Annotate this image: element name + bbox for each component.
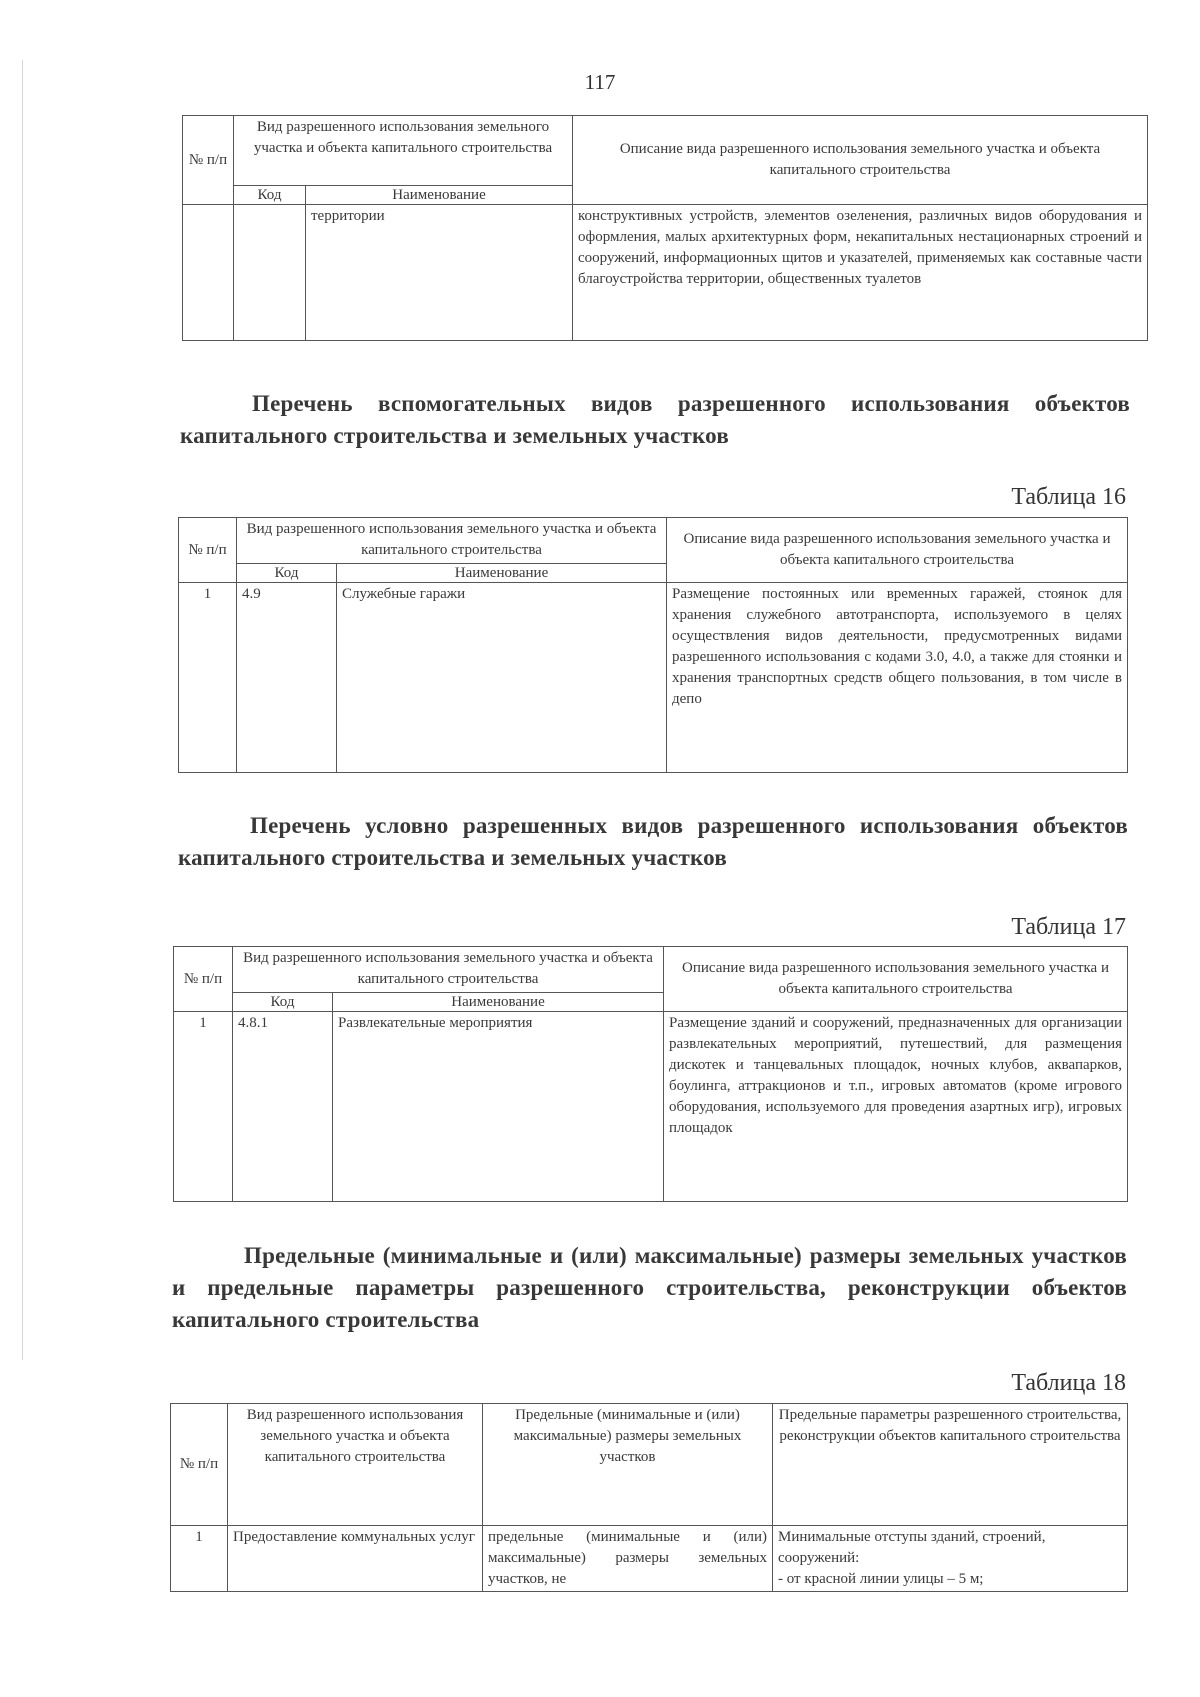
heading-conditional-text: Перечень условно разрешенных видов разрешенного использования объектов капитального строительства и земельных участков	[178, 813, 1128, 870]
header-name: Наименование	[306, 186, 573, 205]
heading-limit-parameters	[172, 1240, 1127, 1336]
header-code: Код	[237, 564, 337, 583]
header-vid: Вид разрешенного использования земельного участка и объекта капитального строительства	[233, 947, 664, 993]
cell-name: Служебные гаражи	[337, 583, 667, 773]
header-sizes: Предельные (минимальные и (или) максимальные) размеры земельных участков	[483, 1404, 773, 1526]
table-16	[178, 517, 1128, 773]
header-desc: Описание вида разрешенного использования земельного участка и объекта капитального строительства	[573, 116, 1148, 205]
table-17	[173, 946, 1128, 1202]
cell-code: 4.8.1	[233, 1012, 333, 1202]
cell-name: территории	[306, 205, 573, 341]
header-num: № п/п	[174, 947, 233, 1012]
header-num: № п/п	[171, 1404, 228, 1526]
cell-sizes: предельные (минимальные и (или) максимальные) размеры земельных участков, не	[483, 1526, 773, 1592]
header-vid: Вид разрешенного использования земельного участка и объекта капитального строительства	[228, 1404, 483, 1526]
cell-desc: Размещение зданий и сооружений, предназначенных для организации развлекательных мероприятий, путешествий, для размещения дискотек и танцевальных площадок, ночных клубов, аквапарков, боулинга, аттракционов и т.п., игровых автоматов (кроме игрового оборудования, используемого для проведения азартных игр), игровых площадок	[664, 1012, 1128, 1202]
cell-num: 1	[174, 1012, 233, 1202]
page-number: 117	[584, 70, 616, 94]
scan-edge	[22, 60, 23, 1360]
heading-auxiliary-uses	[180, 388, 1130, 452]
params-line-1: Минимальные отступы зданий, строений, сооружений:	[778, 1529, 1046, 1566]
header-vid: Вид разрешенного использования земельного участка и объекта капитального строительства	[234, 116, 573, 186]
cell-num: 1	[171, 1526, 228, 1592]
table-16-label: Таблица 16	[1011, 484, 1126, 510]
cell-num	[183, 205, 234, 341]
continued-table	[182, 115, 1148, 341]
cell-desc: Размещение постоянных или временных гаражей, стоянок для хранения служебного автотранспорта, используемого в целях осуществления видов деятельности, предусмотренных видами разрешенного использования с кодами 3.0, 4.0, а также для стоянки и хранения транспортных средств общего пользования, в том числе в депо	[667, 583, 1128, 773]
header-code: Код	[234, 186, 306, 205]
heading-conditional-uses	[178, 810, 1128, 874]
header-code: Код	[233, 993, 333, 1012]
cell-vid: Предоставление коммунальных услуг	[228, 1526, 483, 1592]
header-vid: Вид разрешенного использования земельного участка и объекта капитального строительства	[237, 518, 667, 564]
cell-desc: конструктивных устройств, элементов озеленения, различных видов оборудования и оформления, малых архитектурных форм, некапитальных нестационарных строений и сооружений, информационных щитов и указателей, применяемых как составные части благоустройства территории, общественных туалетов	[573, 205, 1148, 341]
cell-code: 4.9	[237, 583, 337, 773]
cell-params	[773, 1526, 1128, 1592]
header-name: Наименование	[333, 993, 664, 1012]
header-desc: Описание вида разрешенного использования земельного участка и объекта капитального строительства	[667, 518, 1128, 583]
header-num: № п/п	[183, 116, 234, 205]
header-desc: Описание вида разрешенного использования земельного участка и объекта капитального строительства	[664, 947, 1128, 1012]
table-17-label: Таблица 17	[1011, 914, 1126, 940]
cell-name: Развлекательные мероприятия	[333, 1012, 664, 1202]
header-num: № п/п	[179, 518, 237, 583]
params-line-2: - от красной линии улицы – 5 м;	[778, 1571, 984, 1587]
cell-num: 1	[179, 583, 237, 773]
heading-auxiliary-text: Перечень вспомогательных видов разрешенного использования объектов капитального строительства и земельных участков	[180, 391, 1130, 448]
cell-code	[234, 205, 306, 341]
header-name: Наименование	[337, 564, 667, 583]
table-18	[170, 1403, 1128, 1592]
heading-limits-text: Предельные (минимальные и (или) максимальные) размеры земельных участков и предельные параметры разрешенного строительства, реконструкции объектов капитального строительства	[172, 1243, 1127, 1332]
table-continued	[182, 115, 1148, 341]
header-params: Предельные параметры разрешенного строительства, реконструкции объектов капитального строительства	[773, 1404, 1128, 1526]
table-18-label: Таблица 18	[1011, 1370, 1126, 1396]
